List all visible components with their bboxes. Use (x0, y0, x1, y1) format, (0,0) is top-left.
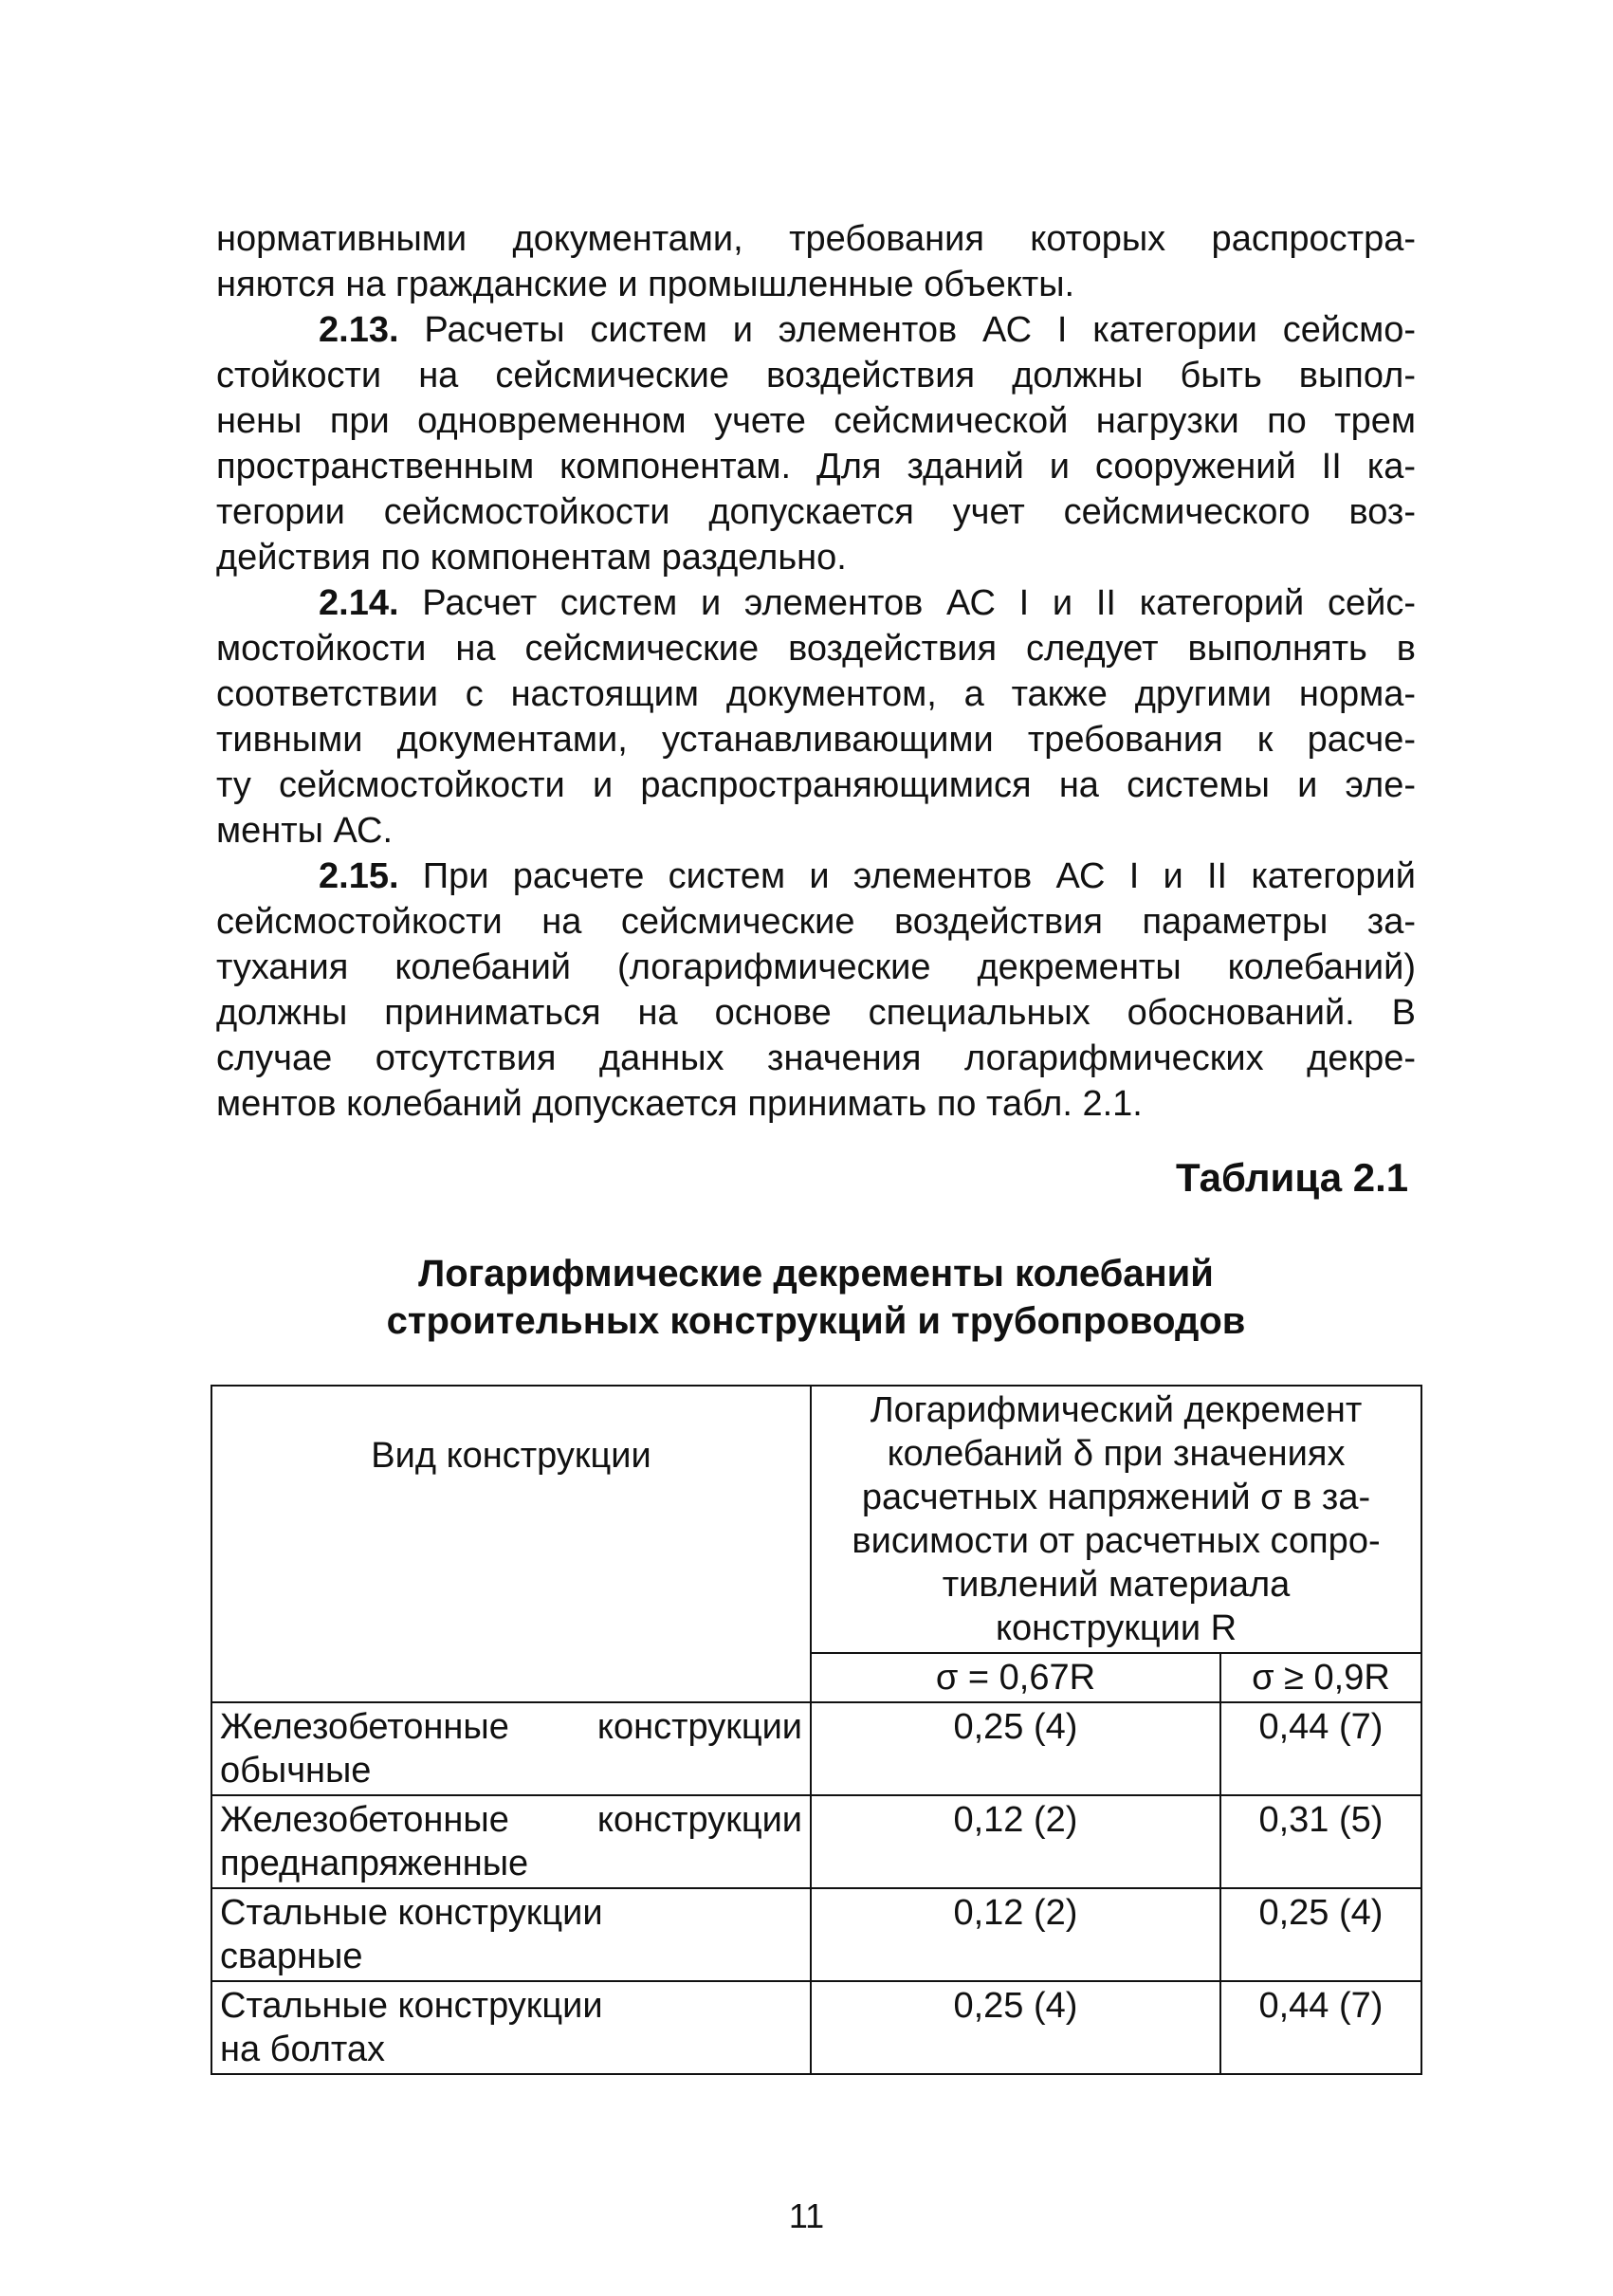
paragraph-continuation (216, 216, 1416, 307)
header-line: расчетных напряжений σ в за- (861, 1478, 1371, 1517)
table-header-row (211, 1386, 1421, 1653)
cell-value: 0,12 (2) (811, 1795, 1220, 1888)
table-title-line: Логарифмические декременты колебаний (418, 1253, 1214, 1295)
paragraph-number: 2.15. (319, 856, 399, 896)
cell-construction-type (211, 1702, 811, 1795)
text-line (216, 854, 1416, 899)
header-sigma-09: σ ≥ 0,9R (1220, 1653, 1421, 1702)
cell-value: 0,44 (7) (1220, 1702, 1421, 1795)
table-title-line: строительных конструкций и трубопроводов (386, 1300, 1246, 1342)
header-line: конструкции R (995, 1608, 1237, 1648)
cell-line: Железобетонные конструкции (220, 1707, 803, 1747)
text-line: пространственным компонентам. Для зданий и сооружений II ка- (216, 447, 1416, 487)
table-title (216, 1250, 1416, 1345)
text-line: менты АС. (216, 811, 394, 851)
paragraph-number: 2.14. (319, 583, 399, 623)
header-construction-type: Вид конструкции (211, 1386, 811, 1702)
text-line: няются на гражданские и промышленные объекты. (216, 265, 1075, 304)
text-fragment: Расчет систем и элементов АС I и II категорий сейс- (422, 583, 1416, 623)
cell-line: обычные (220, 1751, 372, 1791)
table-row (211, 1795, 1421, 1888)
text-line (216, 580, 1416, 626)
header-decrement-group (811, 1386, 1421, 1653)
text-line: действия по компонентам раздельно. (216, 538, 847, 578)
paragraph-number: 2.13. (319, 310, 399, 350)
paragraph-2-14 (216, 580, 1416, 854)
cell-construction-type (211, 1888, 811, 1981)
header-line: колебаний δ при значениях (887, 1434, 1346, 1474)
cell-line: преднапряженные (220, 1844, 529, 1883)
decrement-table (211, 1385, 1422, 2075)
text-line: ту сейсмостойкости и распространяющимися на системы и эле- (216, 765, 1416, 805)
text-line: тухания колебаний (логарифмические декременты колебаний) (216, 947, 1416, 987)
cell-line: сварные (220, 1937, 363, 1976)
table-row (211, 1888, 1421, 1981)
cell-line: Стальные конструкции (220, 1893, 603, 1933)
table-label: Таблица 2.1 (1176, 1155, 1409, 1200)
header-line: Логарифмический декремент (870, 1390, 1363, 1430)
text-line: случае отсутствия данных значения логарифмических декре- (216, 1038, 1416, 1078)
header-line: висимости от расчетных сопро- (852, 1521, 1381, 1561)
cell-value: 0,25 (4) (1220, 1888, 1421, 1981)
cell-value: 0,12 (2) (811, 1888, 1220, 1981)
cell-value: 0,25 (4) (811, 1702, 1220, 1795)
text-fragment: При расчете систем и элементов АС I и II категорий (422, 856, 1416, 896)
cell-construction-type (211, 1795, 811, 1888)
text-fragment: Расчеты систем и элементов АС I категории сейсмо- (424, 310, 1417, 350)
text-line: соответствии с настоящим документом, а также другими норма- (216, 674, 1416, 714)
table-row (211, 1981, 1421, 2074)
cell-line: на болтах (220, 2030, 386, 2069)
text-line: тегории сейсмостойкости допускается учет сейсмического воз- (216, 492, 1416, 532)
cell-construction-type (211, 1981, 811, 2074)
text-line: нормативными документами, требования которых распростра- (216, 219, 1416, 259)
page-number: 11 (788, 2196, 825, 2235)
cell-value: 0,31 (5) (1220, 1795, 1421, 1888)
paragraph-2-15 (216, 854, 1416, 1127)
header-sigma-067: σ = 0,67R (811, 1653, 1220, 1702)
cell-value: 0,44 (7) (1220, 1981, 1421, 2074)
text-line (216, 307, 1416, 353)
text-line: ментов колебаний допускается принимать по табл. 2.1. (216, 1084, 1143, 1124)
text-line: сейсмостойкости на сейсмические воздействия параметры за- (216, 902, 1416, 942)
text-line: должны приниматься на основе специальных обоснований. В (216, 993, 1416, 1033)
cell-value: 0,25 (4) (811, 1981, 1220, 2074)
text-line: стойкости на сейсмические воздействия должны быть выпол- (216, 356, 1416, 395)
text-line: нены при одновременном учете сейсмической нагрузки по трем (216, 401, 1416, 441)
text-line: мостойкости на сейсмические воздействия следует выполнять в (216, 629, 1416, 669)
table-row (211, 1702, 1421, 1795)
paragraph-2-13 (216, 307, 1416, 580)
text-line: тивными документами, устанавливающими требования к расче- (216, 720, 1416, 760)
cell-line: Железобетонные конструкции (220, 1800, 803, 1840)
cell-line: Стальные конструкции (220, 1986, 603, 2026)
header-line: тивлений материала (942, 1565, 1291, 1605)
